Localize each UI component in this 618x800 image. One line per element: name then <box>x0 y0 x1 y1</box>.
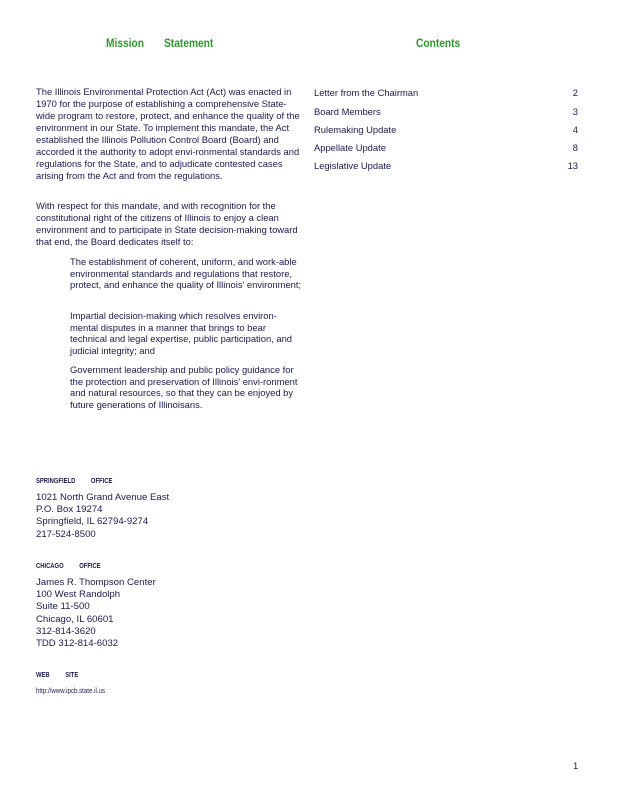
toc-entry-page: 4 <box>572 124 578 135</box>
springfield-city-label: SPRINGFIELD <box>36 476 76 485</box>
address-phone: 312-814-3620 <box>36 625 96 637</box>
toc-entry-title: Board Members <box>314 106 381 117</box>
statement-heading: Statement <box>164 36 214 50</box>
mission-heading: Mission <box>106 36 144 50</box>
toc-entry-title: Rulemaking Update <box>314 124 397 135</box>
address-tdd: TDD 312-814-6032 <box>36 638 119 650</box>
toc-entry-page: 13 <box>567 160 578 171</box>
mission-item: The establishment of coherent, uniform, and work-able environmental standards and regulations that restore, protect, and enhance the quality of Illinois' environment; <box>70 256 302 291</box>
address-line: 1021 North Grand Avenue East <box>36 492 170 503</box>
address-line: 100 West Randolph <box>36 589 121 601</box>
chicago-city-label: CHICAGO <box>36 561 64 570</box>
address-line: P.O. Box 19274 <box>36 504 103 516</box>
toc-entry-board-members[interactable] <box>314 106 578 118</box>
address-phone: 217-524-8500 <box>36 528 96 540</box>
site-label: SITE <box>65 670 79 679</box>
web-label: WEB <box>36 670 50 679</box>
mission-item: Impartial decision-making which resolves environ-mental disputes in a manner that brings to bear technical and legal expertise, public participation, and judicial integrity; and <box>70 310 293 357</box>
mission-paragraph-2: With respect for this mandate, and with recognition for the constitutional right of the citizens of Illinois to enjoy a clean environment and to participate in State decision-making toward that end, the Board dedicates itself to: <box>36 200 298 247</box>
toc-entry-page: 3 <box>572 106 578 117</box>
chicago-office-word: OFFICE <box>79 561 101 570</box>
springfield-office-word: OFFICE <box>90 476 113 485</box>
toc-entry-legislative-update[interactable] <box>314 160 578 172</box>
page-number: 1 <box>573 760 579 771</box>
toc-entry-appellate-update[interactable] <box>314 142 578 154</box>
toc-entry-rulemaking-update[interactable] <box>314 124 578 136</box>
toc-entry-page: 2 <box>572 87 578 98</box>
mission-item: Government leadership and public policy guidance for the protection and preservation of Illinois' envi-ronment and natural resources, so that they can be enjoyed by future generations of Illinoisans. <box>70 364 298 411</box>
toc-entry-letter-from-chairman[interactable] <box>314 87 578 99</box>
web-site-label <box>36 670 94 679</box>
toc-entry-title: Legislative Update <box>314 160 392 171</box>
address-line: Chicago, IL 60601 <box>36 613 114 625</box>
address-line: Springfield, IL 62794-9274 <box>36 516 149 528</box>
website-link[interactable]: http://www.ipcb.state.il.us <box>36 686 106 695</box>
toc-entry-title: Letter from the Chairman <box>314 87 419 98</box>
contents-heading: Contents <box>416 36 461 50</box>
chicago-office-label <box>36 561 116 570</box>
mission-paragraph-1: The Illinois Environmental Protection Act (Act) was enacted in 1970 for the purpose of establishing a comprehensive State-wide program to restore, protect, and enhance the quality of the environment in our State. To implement this mandate, the Act established the Illinois Pollution Control Board (Board) and accorded it the authority to adopt envi-ronmental standards and regulations for the State, and to adjudicate contested cases arising from the Act and from the regulations. <box>36 86 300 181</box>
address-line: Suite 11-500 <box>36 601 90 613</box>
springfield-office-label <box>36 476 128 485</box>
toc-entry-title: Appellate Update <box>314 142 386 153</box>
springfield-address <box>36 492 169 541</box>
chicago-address <box>36 577 156 650</box>
address-line: James R. Thompson Center <box>36 577 156 588</box>
toc-entry-page: 8 <box>572 142 578 153</box>
